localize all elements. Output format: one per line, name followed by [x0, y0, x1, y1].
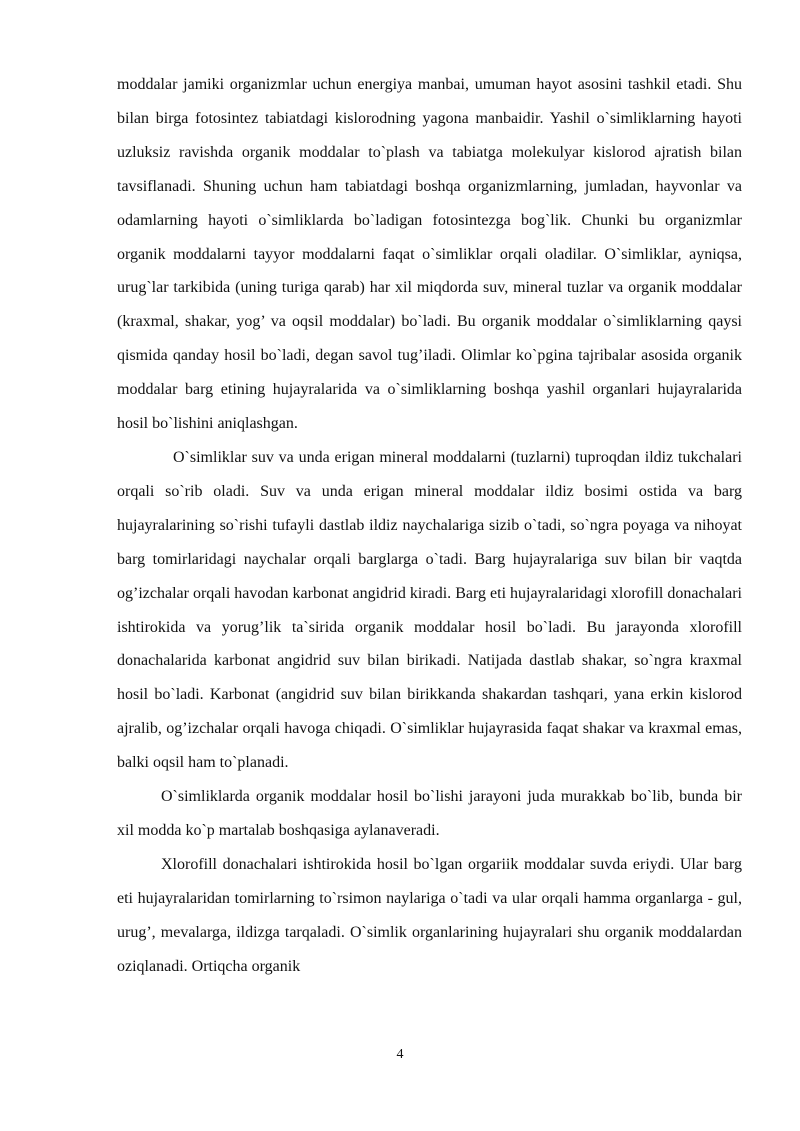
page-number: 4: [396, 1047, 404, 1062]
paragraph-3: O`simliklarda organik moddalar hosil bo`lishi jarayoni juda murakkab bo`lib, bunda bir xil modda ko`p martalab boshqasiga aylanaveradi.: [117, 788, 742, 839]
document-page: [117, 68, 742, 983]
paragraph-1: moddalar jamiki organizmlar uchun energiya manbai, umuman hayot asosini tashkil etadi. Shu bilan birga fotosintez tabiatdagi kislorodning yagona manbaidir. Yashil o`simliklarning hayoti uzluksiz ravishda organik moddalar to`plash va tabiatga molekulyar kislorod ajratish bilan tavsiflanadi. Shuning uchun ham tabiatdagi boshqa organizmlarning, jumladan, hayvonlar va odamlarning hayoti o`simliklarda bo`ladigan fotosintezga bog`lik. Chunki bu organizmlar organik moddalarni tayyor moddalarni faqat o`simliklar orqali oladilar. O`simliklar, ayniqsa, urug`lar tarkibida (uning turiga qarab) har xil miqdorda suv, mineral tuzlar va organik moddalar (kraxmal, shakar, yog’ va oqsil moddalar) bo`ladi. Bu organik moddalar o`simliklarning qaysi qismida qanday hosil bo`ladi, degan savol tug’iladi. Olimlar ko`pgina tajribalar asosida organik moddalar barg etining hujayralarida va o`simliklarning boshqa yashil organlari hujayralarida hosil bo`lishini aniqlashgan.: [117, 76, 742, 433]
paragraph-4: Xlorofill donachalari ishtirokida hosil bo`lgan orgariik moddalar suvda eriydi. Ular barg eti hujayralaridan tomirlarning to`rsimon naylariga o`tadi va ular orqali hamma organlarga - gul, urug’, mevalarga, ildizga tarqaladi. O`simlik organlarining hujayralari shu organik moddalardan oziqlanadi. Ortiqcha organik: [117, 855, 742, 975]
paragraph-2: O`simliklar suv va unda erigan mineral moddalarni (tuzlarni) tuproqdan ildiz tukchalari orqali so`rib oladi. Suv va unda erigan mineral moddalar ildiz bosimi ostida va barg hujayralarining so`rishi tufayli dastlab ildiz naychalariga sizib o`tadi, so`ngra poyaga va nihoyat barg tomirlaridagi naychalar orqali barglarga o`tadi. Barg hujayralariga suv bilan bir vaqtda og’izchalar orqali havodan karbonat angidrid kiradi. Barg eti hujayralaridagi xlorofill donachalari ishtirokida va yorug’lik ta`sirida organik moddalar hosil bo`ladi. Bu jarayonda xlorofill donachalarida karbonat angidrid suv bilan birikadi. Natijada dastlab shakar, so`ngra kraxmal hosil bo`ladi. Karbonat (angidrid suv bilan birikkanda shakardan tashqari, yana erkin kislorod ajralib, og’izchalar orqali havoga chiqadi. O`simliklar hujayrasida faqat shakar va kraxmal emas, balki oqsil ham to`planadi.: [117, 448, 742, 772]
